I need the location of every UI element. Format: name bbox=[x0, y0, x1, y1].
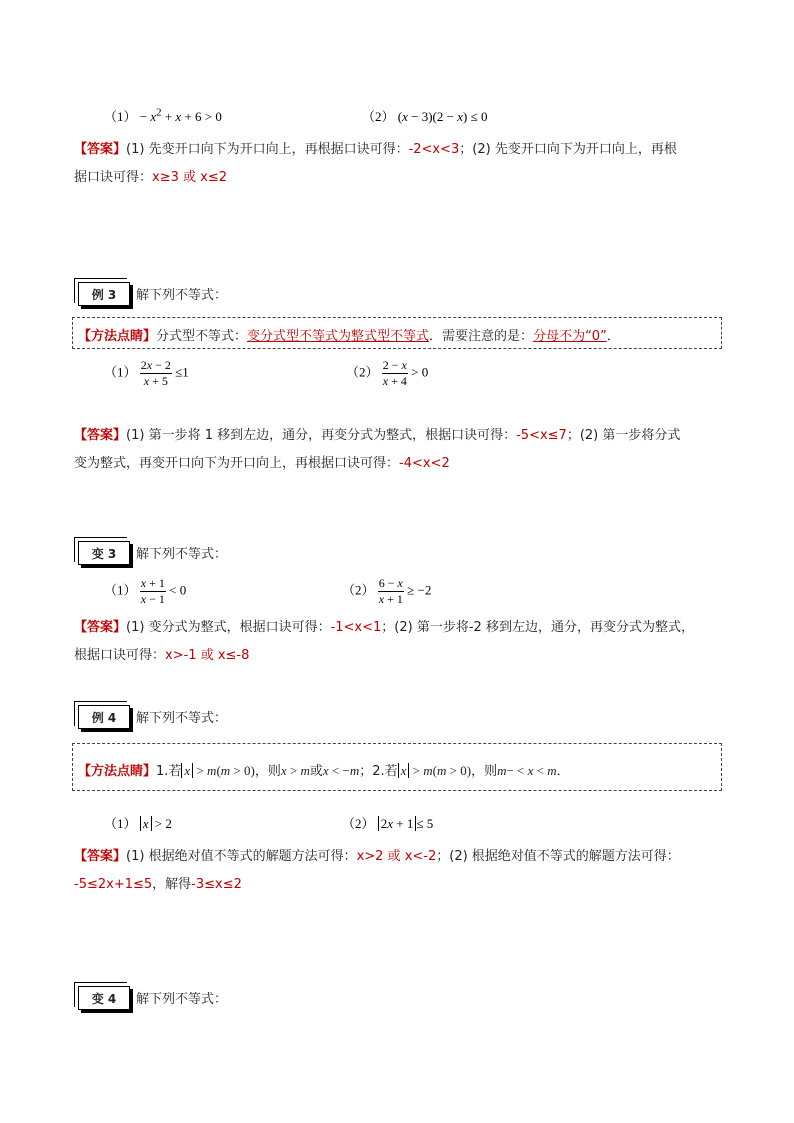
answer-tag: 【答案】 bbox=[74, 620, 127, 635]
answer-text: ；(2) 根据绝对值不等式的解题方法可得： bbox=[436, 849, 680, 864]
answer-result: x>-1 或 x≤-8 bbox=[165, 648, 250, 663]
problem-label: （2） bbox=[362, 109, 395, 124]
variant-4-prompt: 解下列不等式： bbox=[136, 992, 228, 1007]
answer-text: 据口诀可得： bbox=[74, 170, 153, 185]
tip-text: ．需要注意的是： bbox=[429, 329, 534, 344]
answer-tag: 【答案】 bbox=[74, 428, 127, 443]
problem-label: （2） bbox=[342, 816, 375, 831]
tip-text: ，则 bbox=[471, 764, 498, 779]
answer-block-v3 bbox=[74, 614, 722, 670]
answer-text: ；(2) 先变开口向下为开口向上，再根 bbox=[459, 142, 677, 157]
tip-highlight: 分母不为“0” bbox=[533, 329, 607, 344]
problem-label: （1） bbox=[104, 816, 137, 831]
tip-tag: 【方法点睛】 bbox=[78, 764, 157, 779]
tip-text: ；2.若 bbox=[359, 764, 398, 779]
tip-text: ． bbox=[556, 764, 570, 779]
answer-block-3 bbox=[74, 422, 722, 478]
answer-text: (1) 变分式为整式，根据口诀可得： bbox=[126, 620, 331, 635]
answer-text: (1) 第一步将 1 移到左边，通分，再变分式为整式，根据口诀可得： bbox=[126, 428, 517, 443]
answer-tag: 【答案】 bbox=[74, 142, 127, 157]
answer-result: -5<x≤7 bbox=[516, 428, 567, 443]
answer-text: 根据口诀可得： bbox=[74, 648, 166, 663]
tip-text: ． bbox=[606, 329, 620, 344]
answer-tag: 【答案】 bbox=[74, 849, 127, 864]
badge-label: 例 4 bbox=[91, 710, 117, 725]
answer-result: -4<x<2 bbox=[399, 456, 450, 471]
badge-label: 变 3 bbox=[91, 546, 117, 561]
problem-1: $(1) - x^2 + x + 6 > 0$ bbox=[104, 106, 222, 124]
tip-text: 1.若 bbox=[156, 764, 182, 779]
problem-4-2: （2） 2x + 1 ≤ 5 bbox=[342, 816, 434, 831]
problem-label: （1） bbox=[104, 582, 137, 598]
example-3-prompt: 解下列不等式： bbox=[136, 288, 228, 303]
answer-text: ；(2) 第一步将分式 bbox=[566, 428, 681, 443]
example-4-badge bbox=[78, 705, 130, 729]
variant-4-badge bbox=[78, 986, 130, 1010]
method-tip-4: 【方法点睛】1.若 x > m(m > 0)，则x > m或x < −m；2.若 x > m(m > 0)，则m− < x < m． bbox=[78, 763, 570, 779]
problem-3-2: （2） $\frac{2 - x}{x + 4}$ > 0 bbox=[346, 358, 429, 388]
tip-highlight: 变分式型不等式为整式型不等式 bbox=[247, 329, 430, 344]
answer-result: x≥3 或 x≤2 bbox=[152, 170, 227, 185]
problem-label: （1） bbox=[104, 364, 137, 380]
answer-text: 变为整式，再变开口向下为开口向上，再根据口诀可得： bbox=[74, 456, 400, 471]
answer-result: -3≤x≤2 bbox=[191, 877, 242, 892]
variant-3-prompt: 解下列不等式： bbox=[136, 547, 228, 562]
tip-tag: 【方法点睛】 bbox=[78, 329, 157, 344]
problem-3-1: （1） $\frac{2x - 2}{x + 5}$ ≤1 bbox=[104, 358, 189, 388]
problem-label: （2） bbox=[346, 364, 379, 380]
answer-text: ，解得 bbox=[152, 877, 192, 892]
problem-2: （2） (x − 3)(2 − x) ≤ 0 bbox=[362, 109, 488, 124]
answer-result: -5≤2x+1≤5 bbox=[74, 877, 153, 892]
answer-block-4 bbox=[74, 843, 734, 899]
problem-v3-1: （1） $\frac{x + 1}{x - 1}$ < 0 bbox=[104, 576, 187, 606]
problem-label: （2） bbox=[342, 582, 375, 598]
answer-text: (1) 根据绝对值不等式的解题方法可得： bbox=[126, 849, 357, 864]
problem-label: （1） bbox=[104, 109, 137, 124]
answer-result: -1<x<1 bbox=[330, 620, 382, 635]
answer-text: (1) 先变开口向下为开口向上，再根据口诀可得： bbox=[126, 142, 409, 157]
answer-text: ；(2) 第一步将-2 移到左边，通分，再变分式为整式， bbox=[381, 620, 694, 635]
badge-label: 例 3 bbox=[91, 287, 117, 302]
method-tip-3 bbox=[78, 325, 620, 344]
answer-result: -2<x<3 bbox=[408, 142, 460, 157]
example-4-prompt: 解下列不等式： bbox=[136, 711, 228, 726]
badge-label: 变 4 bbox=[91, 991, 117, 1006]
variant-3-badge bbox=[78, 541, 130, 565]
problem-v3-2: （2） $\frac{6 - x}{x + 1}$ ≥ −2 bbox=[342, 576, 432, 606]
answer-result: x>2 或 x<-2 bbox=[356, 849, 437, 864]
tip-text: 分式型不等式： bbox=[156, 329, 248, 344]
problem-4-1: （1） x > 2 bbox=[104, 816, 172, 831]
example-3-badge bbox=[78, 282, 130, 306]
tip-text: ，则 bbox=[254, 764, 281, 779]
answer-block-1 bbox=[74, 136, 722, 192]
